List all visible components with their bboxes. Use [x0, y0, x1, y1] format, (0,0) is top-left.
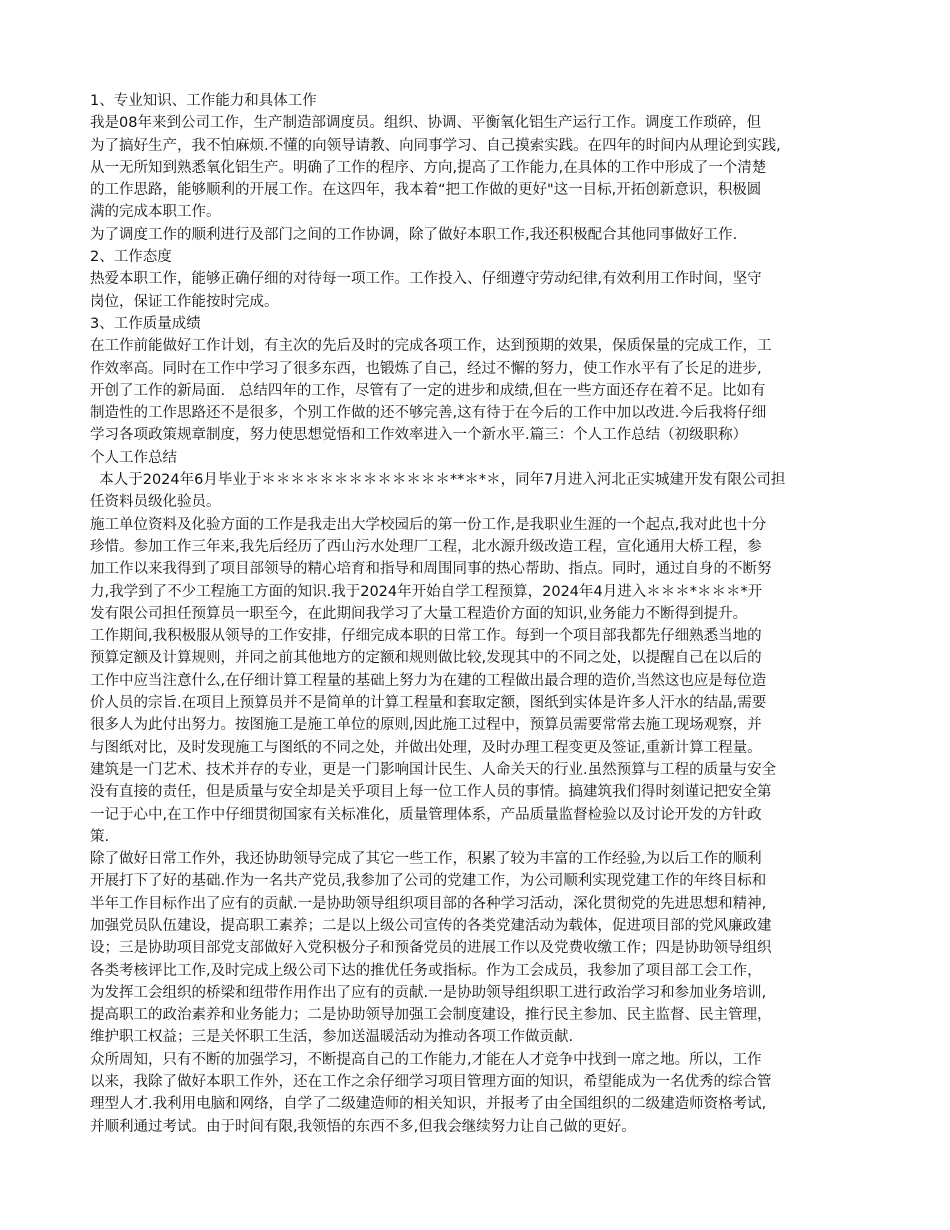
paragraph-line: 除了做好日常工作外，我还协助领导完成了其它一些工作，积累了较为丰富的工作经验,为以后工作的顺利 — [90, 851, 762, 868]
paragraph-line: 设；三是协助项目部党支部做好入党积极分子和预备党员的进展工作以及党费收缴工作；四是协助领导组织 — [90, 940, 772, 957]
paragraph-line: 维护职工权益；三是关怀职工生活，参加送温暖活动为推动各项工作做贡献. — [90, 1029, 574, 1046]
paragraph-line: 施工单位资料及化验方面的工作是我走出大学校园后的第一份工作,是我职业生涯的一个起点,我对此也十分 — [90, 516, 767, 533]
section-heading-2: 2、工作态度 — [90, 249, 172, 266]
paragraph-line: 工作期间,我积极服从领导的工作安排，仔细完成本职的日常工作。每到一个项目部我都先仔细熟悉当地的 — [90, 628, 762, 645]
section-heading-3: 3、工作质量成绩 — [90, 315, 201, 332]
paragraph-line: 发有限公司担任预算员一职至今，在此期间我学习了大量工程造价方面的知识,业务能力不断得到提升。 — [90, 605, 748, 622]
paragraph-line: 加强党员队伍建设，提高职工素养；二是以上级公司宣传的各类党建活动为载体，促进项目部的党风廉政建 — [90, 917, 772, 934]
paragraph-line: 学习各项政策规章制度，努力使思想觉悟和工作效率进入一个新水平.篇三：个人工作总结（初级职称） — [90, 427, 748, 444]
paragraph-line: 在工作前能做好工作计划，有主次的先后及时的完成各项工作，达到预期的效果，保质保量的完成工作，工 — [90, 338, 772, 355]
paragraph-line: 一记于心中,在工作中仔细贯彻国家有关标准化，质量管理体系，产品质量监督检验以及讨论开发的方针政 — [90, 806, 762, 823]
paragraph-line: 没有直接的责任，但是质量与安全却是关乎项目上每一位工作人员的事情。搞建筑我们得时刻谨记把安全第 — [90, 784, 772, 801]
paragraph-line: 从一无所知到熟悉氧化铝生产。明确了工作的程序、方向,提高了工作能力,在具体的工作中形成了一个清楚 — [90, 159, 767, 176]
paragraph-line: 开展打下了好的基础.作为一名共产党员,我参加了公司的党建工作，为公司顺利实现党建工作的年终目标和 — [90, 873, 767, 890]
paragraph-line: 作效率高。同时在工作中学习了很多东西，也锻炼了自己，经过不懈的努力，使工作水平有了长足的进步, — [90, 360, 762, 377]
paragraph-line: 珍惜。参加工作三年来,我先后经历了西山污水处理厂工程，北水源升级改造工程，宣化通用大桥工程，参 — [90, 538, 762, 555]
paragraph-line: 价人员的宗旨.在项目上预算员并不是简单的计算工程量和套取定额，图纸到实体是许多人汗水的结晶,需要 — [90, 695, 767, 712]
paragraph-line: 本人于2024年6月毕业于＊＊＊＊＊＊＊＊＊＊＊＊＊**＊*＊，同年7月进入河北正实城建开发有限公司担 — [90, 472, 786, 489]
paragraph-line: 预算定额及计算规则，并同之前其他地方的定额和规则做比较,发现其中的不同之处，以提醒自己在以后的 — [90, 650, 762, 667]
paragraph-line: 的工作思路，能够顺利的开展工作。在这四年，我本着“把工作做的更好"这一目标,开拓创新意识，积极圆 — [90, 182, 762, 199]
paragraph-line: 策. — [90, 828, 110, 845]
paragraph-line: 力,我学到了不少工程施工方面的知识.我于2024年开始自学工程预算，2024年4月进入＊＊＊*＊＊＊*开 — [90, 583, 763, 600]
paragraph-line: 并顺利通过考试。由于时间有限,我领悟的东西不多,但我会继续努力让自己做的更好。 — [90, 1118, 636, 1135]
paragraph-line: 各类考核评比工作,及时完成上级公司下达的推优任务或指标。作为工会成员，我参加了项目部工会工作， — [90, 962, 762, 979]
summary-title: 个人工作总结 — [90, 449, 177, 466]
paragraph-line: 为了搞好生产，我不怕麻烦.不懂的向领导请教、向同事学习、自己摸索实践。在四年的时间内从理论到实践, — [90, 137, 781, 154]
paragraph-line: 工作中应当注意什么,在仔细计算工程量的基础上努力为在建的工程做出最合理的造价,当然这也应是每位造 — [90, 672, 767, 689]
paragraph-line: 制造性的工作思路还不是很多，个别工作做的还不够完善,这有待于在今后的工作中加以改进.今后我将仔细 — [90, 405, 767, 422]
paragraph-line: 加工作以来我得到了项目部领导的精心培育和指导和周围同事的热心帮助、指点。同时，通过自身的不断努 — [90, 561, 772, 578]
paragraph-line: 很多人为此付出努力。按图施工是施工单位的原则,因此施工过程中，预算员需要常常去施工现场观察，并 — [90, 717, 762, 734]
paragraph-line: 开创了工作的新局面. 总结四年的工作，尽管有了一定的进步和成绩,但在一些方面还存在着不足。比如有 — [90, 382, 766, 399]
paragraph-line: 为发挥工会组织的桥梁和纽带作用作出了应有的贡献.一是协助领导组织职工进行政治学习和参加业务培训, — [90, 984, 767, 1001]
paragraph-line: 任资料员级化验员。 — [90, 494, 221, 511]
paragraph-line: 热爱本职工作，能够正确仔细的对待每一项工作。工作投入、仔细遵守劳动纪律,有效利用工作时间，坚守 — [90, 271, 762, 288]
paragraph-line: 提高职工的政治素养和业务能力；二是协助领导加强工会制度建设，推行民主参加、民主监督、民主管理， — [90, 1007, 772, 1024]
paragraph-line: 理型人才.我利用电脑和网络，自学了二级建造师的相关知识，并报考了由全国组织的二级建造师资格考试, — [90, 1096, 767, 1113]
paragraph-line: 我是08年来到公司工作，生产制造部调度员。组织、协调、平衡氧化铝生产运行工作。调度工作琐碎，但 — [90, 115, 761, 132]
paragraph-line: 建筑是一门艺术、技术并存的专业，更是一门影响国计民生、人命关天的行业.虽然预算与工程的质量与安全 — [90, 761, 777, 778]
paragraph-line: 岗位，保证工作能按时完成。 — [90, 293, 279, 310]
paragraph-line: 以来，我除了做好本职工作外，还在工作之余仔细学习项目管理方面的知识，希望能成为一名优秀的综合管 — [90, 1074, 772, 1091]
paragraph-line: 为了调度工作的顺利进行及部门之间的工作协调，除了做好本职工作,我还积极配合其他同事做好工作. — [90, 226, 738, 243]
document-body — [90, 90, 860, 1138]
paragraph-line: 众所周知，只有不断的加强学习，不断提高自己的工作能力,才能在人才竞争中找到一席之地。所以，工作 — [90, 1051, 762, 1068]
paragraph-line: 与图纸对比，及时发现施工与图纸的不同之处，并做出处理，及时办理工程变更及签证,重新计算工程量。 — [90, 739, 762, 756]
section-heading-1: 1、专业知识、工作能力和具体工作 — [90, 93, 317, 109]
paragraph-line: 半年工作目标作出了应有的贡献.一是协助领导组织项目部的各种学习活动，深化贯彻党的先进思想和精神, — [90, 895, 767, 912]
paragraph-line: 满的完成本职工作。 — [90, 204, 221, 221]
